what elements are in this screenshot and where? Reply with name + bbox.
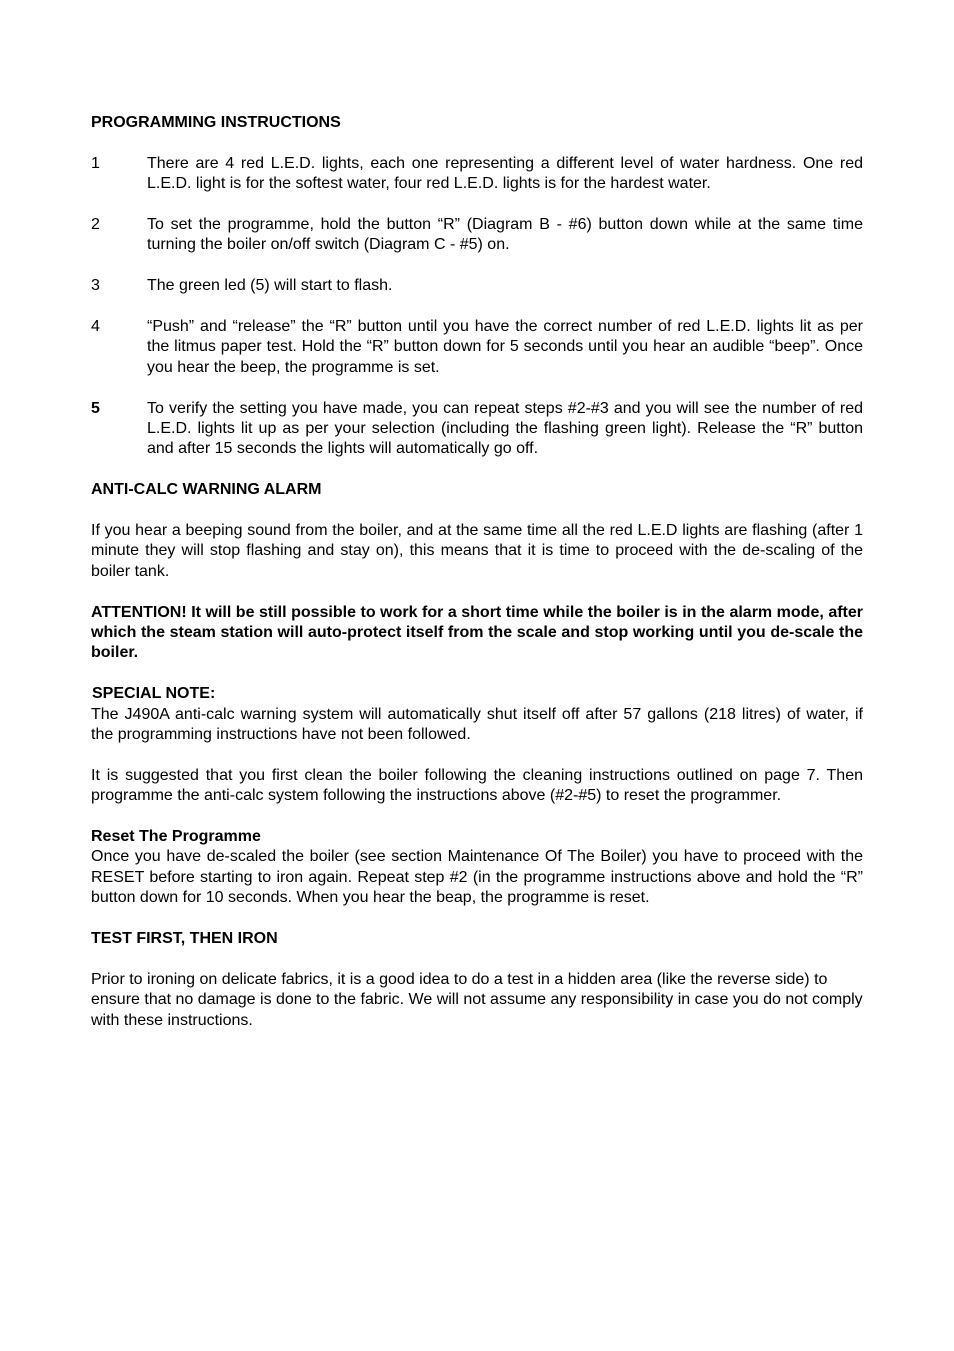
reset-heading: Reset The Programme <box>91 828 261 846</box>
special-note-paragraph: It is suggested that you first clean the boiler following the cleaning instructions outlined on page 7. Then programme the anti-calc system following the instructions above (#2-#5) to reset the programmer. <box>91 766 863 805</box>
anticalc-heading: ANTI-CALC WARNING ALARM <box>91 481 322 499</box>
programming-step <box>91 276 863 296</box>
programming-step <box>91 317 863 378</box>
document-content <box>91 113 863 1031</box>
step-number: 1 <box>91 154 100 172</box>
step-text: To set the programme, hold the button “R” (Diagram B - #6) button down while at the same time turning the boiler on/off switch (Diagram C - #5) on. <box>147 216 863 254</box>
step-number: 2 <box>91 216 100 233</box>
step-number: 5 <box>91 399 100 417</box>
special-note-paragraph: The J490A anti-calc warning system will automatically shut itself off after 57 gallons (218 litres) of water, if the programming instructions have not been followed. <box>91 705 863 744</box>
test-paragraph: Prior to ironing on delicate fabrics, it is a good idea to do a test in a hidden area (like the reverse side) to ensure that no damage is done to the fabric. We will not assume any responsibility in case you do not comply with these instructions. <box>91 970 863 1029</box>
programming-step <box>91 215 863 256</box>
step-number: 3 <box>91 277 100 295</box>
programming-step <box>91 154 863 195</box>
anticalc-paragraph: If you hear a beeping sound from the boiler, and at the same time all the red L.E.D lights are flashing (after 1 minute they will stop flashing and stay on), this means that it is time to proceed with the de-scaling of the boiler tank. <box>91 522 863 580</box>
reset-paragraph: Once you have de-scaled the boiler (see section Maintenance Of The Boiler) you have to proceed with the RESET before starting to iron again. Repeat step #2 (in the programme instructions above and hold the “R” button down for 10 seconds. When you hear the beap, the programme is reset. <box>91 848 863 907</box>
step-number: 4 <box>91 318 100 335</box>
step-text: To verify the setting you have made, you can repeat steps #2-#3 and you will see the number of red L.E.D. lights lit up as per your selection (including the flashing green light). Release the “R” button and after 15 seconds the lights will automatically go off. <box>147 399 863 458</box>
test-heading: TEST FIRST, THEN IRON <box>91 930 278 948</box>
step-text: The green led (5) will start to flash. <box>147 277 393 295</box>
step-text: There are 4 red L.E.D. lights, each one representing a different level of water hardness. One red L.E.D. light is for the softest water, four red L.E.D. lights is for the hardest water. <box>147 154 863 193</box>
programming-heading: PROGRAMMING INSTRUCTIONS <box>91 114 341 131</box>
programming-step <box>91 399 863 460</box>
attention-paragraph: ATTENTION! It will be still possible to work for a short time while the boiler is in the alarm mode, after which the steam station will auto-protect itself from the scale and stop working until you de-scale the boiler. <box>91 603 863 662</box>
step-text: “Push” and “release” the “R” button until you have the correct number of red L.E.D. lights lit as per the litmus paper test. Hold the “R” button down for 5 seconds until you hear an audible “beep”. Once you hear the beep, the programme is set. <box>147 318 863 376</box>
special-note-heading: SPECIAL NOTE: <box>92 685 216 703</box>
